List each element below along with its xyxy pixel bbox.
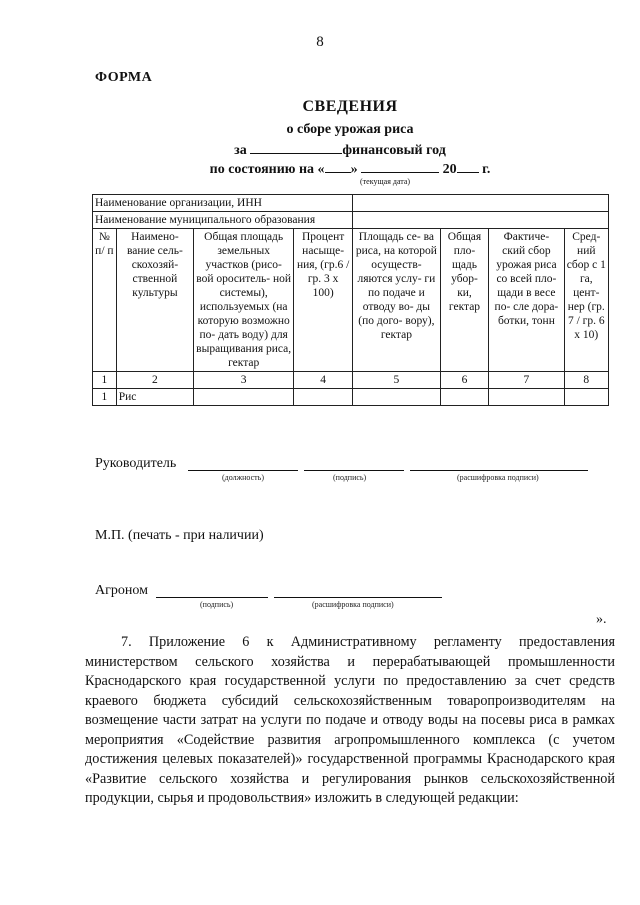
data-cell[interactable]: [194, 389, 294, 406]
year-suffix: финансовый год: [342, 143, 446, 158]
state-date-line: [0, 160, 640, 178]
col-number: 1: [93, 372, 117, 389]
position-line[interactable]: [188, 470, 298, 471]
day-blank: [325, 160, 351, 173]
agronomist-decode-line[interactable]: [274, 597, 442, 598]
col-number: 2: [116, 372, 193, 389]
org-row: [93, 195, 609, 212]
state-suffix: г.: [482, 162, 491, 177]
table-row: [93, 389, 609, 406]
signature-line[interactable]: [304, 470, 404, 471]
document-subtitle: о сборе урожая риса: [286, 122, 414, 137]
municipality-label: Наименование муниципального образования: [93, 212, 353, 229]
col-number: 6: [440, 372, 489, 389]
state-prefix: по состоянию на «: [209, 162, 325, 177]
col-number: 7: [489, 372, 564, 389]
col-header-5: Площадь се- ва риса, на которой осуществ- ляются услу- ги по подаче и отводу во- ды (по дого- вору), гектар: [353, 229, 441, 372]
col-header-6: Общая пло- щадь убор- ки, гектар: [440, 229, 489, 372]
stamp-label: М.П. (печать - при наличии): [95, 528, 264, 543]
harvest-table: [92, 194, 609, 406]
col-header-7: Фактиче- ский сбор урожая риса со всей пло- щади в весе по- сле дора- ботки, тонн: [489, 229, 564, 372]
municipality-row: [93, 212, 609, 229]
month-blank: [361, 160, 439, 173]
date-caption: (текущая дата): [360, 177, 411, 186]
row-number: 1: [93, 389, 117, 406]
state-year: 20: [442, 162, 457, 177]
col-number: 8: [564, 372, 608, 389]
col-header-8: Сред- ний сбор с 1 га, цент- нер (гр. 7 / гр. 6 х 10): [564, 229, 608, 372]
agronomist-label: Агроном: [95, 583, 148, 598]
data-cell[interactable]: [489, 389, 564, 406]
agronomist-decode-caption: (расшифровка подписи): [312, 600, 394, 609]
decode-line[interactable]: [410, 470, 588, 471]
state-mid: »: [350, 162, 358, 177]
decode-caption: (расшифровка подписи): [457, 473, 539, 482]
col-header-1: № п/ п: [93, 229, 117, 372]
col-number: 5: [353, 372, 441, 389]
col-number: 3: [194, 372, 294, 389]
page-number: 8: [316, 34, 324, 50]
column-number-row: [93, 372, 609, 389]
fiscal-year-line: [0, 141, 640, 159]
paragraph-text: 7. Приложение 6 к Административному регламенту предоставления министерством сельского хозяйства и перерабатывающей промышленности Краснодарского края государственной услуги по предоставлению за счет средств краевого бюджета субсидий сельскохозяйственным товаропроизводителям на возмещение части затрат на услуги по подаче и отводу воды на посевы риса в рамках мероприятия «Содействие развития агропромышленного комплекса (с учетом достижения целевых показателей)» государственной программы Краснодарского края «Развитие сельского хозяйства и регулирования рынков сельскохозяйственной продукции, сырья и продовольствия» изложить в следующей редакции:: [85, 634, 615, 806]
document-title: СВЕДЕНИЯ: [302, 98, 398, 115]
year-end-blank: [457, 160, 479, 173]
column-header-row: [93, 229, 609, 372]
col-number: 4: [294, 372, 353, 389]
body-paragraph: [85, 633, 615, 809]
crop-name: Рис: [116, 389, 193, 406]
signature-caption: (подпись): [333, 473, 367, 482]
col-header-2: Наимено- вание сель- скохозяй- ственной культуры: [116, 229, 193, 372]
org-label: Наименование организации, ИНН: [93, 195, 353, 212]
data-cell[interactable]: [353, 389, 441, 406]
data-cell[interactable]: [294, 389, 353, 406]
closing-quote: ».: [596, 612, 607, 627]
head-label: Руководитель: [95, 456, 177, 471]
form-label: ФОРМА: [95, 70, 153, 85]
year-blank: [250, 141, 342, 154]
org-value-cell[interactable]: [353, 195, 609, 212]
municipality-value-cell[interactable]: [353, 212, 609, 229]
col-header-3: Общая площадь земельных участков (рисо- вой ороситель- ной системы), используемых (на которую возможно по- дать воду) для выращивания риса, гектар: [194, 229, 294, 372]
col-header-4: Процент насыще- ния, (гр.6 / гр. 3 х 100): [294, 229, 353, 372]
position-caption: (должность): [222, 473, 264, 482]
data-cell[interactable]: [564, 389, 608, 406]
agronomist-signature-caption: (подпись): [200, 600, 234, 609]
year-prefix: за: [234, 143, 247, 158]
agronomist-signature-line[interactable]: [156, 597, 268, 598]
data-cell[interactable]: [440, 389, 489, 406]
